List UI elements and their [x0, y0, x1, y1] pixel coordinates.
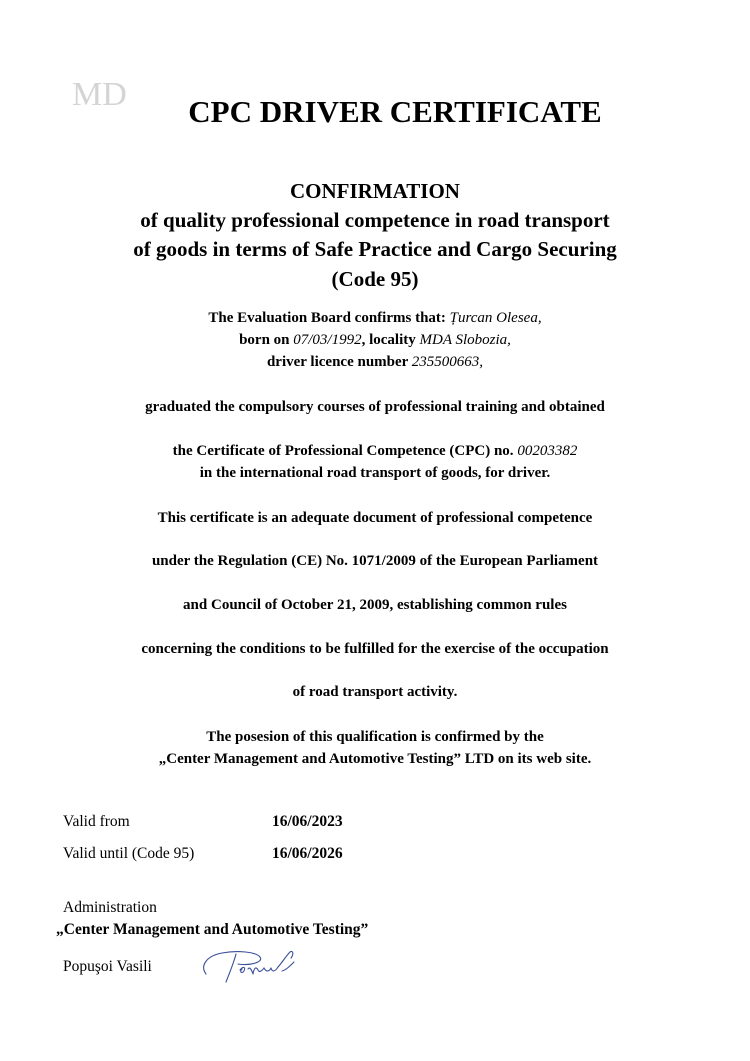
cpc-prefix: the Certificate of Professional Competence (CPC) no. [172, 443, 518, 459]
valid-until-label: Valid until (Code 95) [63, 845, 195, 862]
cpc-line-2: in the international road transport of goods, for driver. [199, 465, 551, 481]
statement-line-3: and Council of October 21, 2009, establishing common rules [183, 597, 567, 613]
confirmation-heading: CONFIRMATION [290, 179, 460, 203]
signer-name: Popuşoi Vasili [63, 958, 152, 975]
birth-date: 07/03/1992 [293, 332, 362, 348]
certificate-title: CPC DRIVER CERTIFICATE [188, 94, 602, 129]
administration-company: „Center Management and Automotive Testing” [56, 921, 369, 938]
valid-from-label: Valid from [63, 813, 130, 830]
valid-from-value: 16/06/2023 [272, 813, 343, 830]
statement-line-1: This certificate is an adequate document of professional competence [157, 510, 593, 526]
confirmation-line-1: of quality professional competence in road transport [140, 208, 610, 232]
licence-number: 235500663 [411, 354, 480, 370]
licence-prefix: driver licence number [266, 354, 412, 370]
watermark: MD [72, 76, 127, 113]
confirmation-line-2: of goods in terms of Safe Practice and Cargo Securing [133, 237, 617, 261]
posesion-line-1: The posesion of this qualification is confirmed by the [206, 729, 544, 745]
graduated-line: graduated the compulsory courses of professional training and obtained [145, 399, 605, 415]
licence-suffix: , [479, 354, 484, 370]
cpc-line [0, 443, 750, 460]
locality: MDA Slobozia [419, 332, 508, 348]
board-confirms-line [0, 310, 750, 327]
licence-line [0, 354, 750, 371]
posesion-line-2: „Center Management and Automotive Testing” LTD on its web site. [158, 751, 592, 767]
statement-line-5: of road transport activity. [292, 684, 458, 700]
valid-until-value: 16/06/2026 [272, 845, 343, 862]
statement-line-4: concerning the conditions to be fulfilled for the exercise of the occupation [141, 641, 609, 657]
cpc-number: 00203382 [517, 443, 578, 459]
confirmation-code: (Code 95) [331, 267, 419, 291]
board-prefix: The Evaluation Board confirms that: [208, 310, 450, 326]
holder-name: Țurcan Olesea [449, 310, 538, 326]
signature-icon [198, 944, 308, 986]
holder-name-suffix: , [537, 310, 542, 326]
born-prefix: born on [239, 332, 294, 348]
statement-line-2: under the Regulation (CE) No. 1071/2009 of the European Parliament [151, 553, 599, 569]
locality-prefix: , locality [361, 332, 420, 348]
birth-locality-line [0, 332, 750, 349]
administration-label: Administration [63, 899, 157, 916]
locality-suffix: , [507, 332, 511, 348]
